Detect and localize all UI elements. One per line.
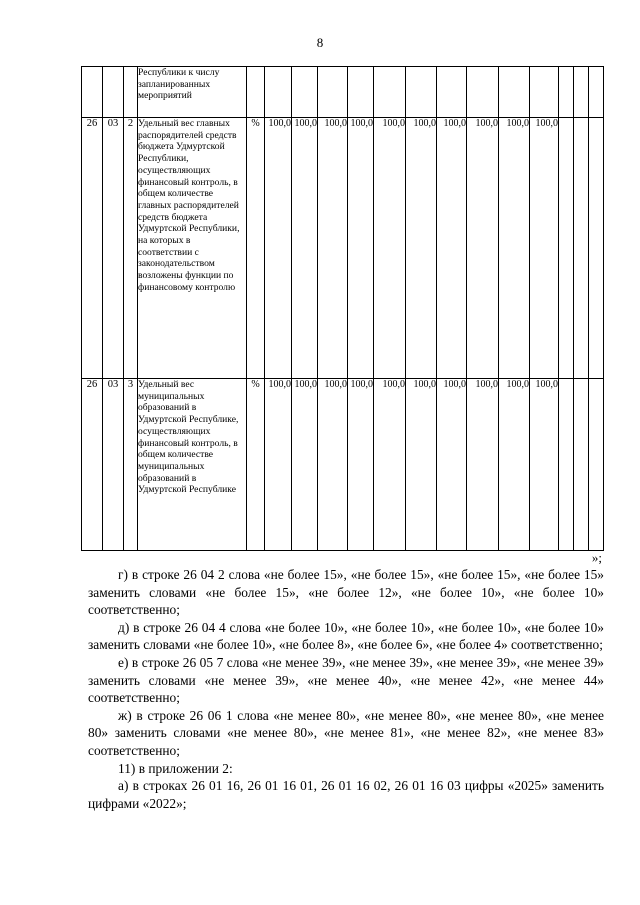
value-cell: 100,0 (318, 118, 348, 379)
page-number: 8 (316, 35, 324, 50)
paragraph: ж) в строке 26 06 1 слова «не менее 80», «не менее 80», «не менее 80», «не менее 80» заменить словами «не менее 80», «не менее 81», «не менее 82», «не менее 83» соответственно; (88, 707, 604, 758)
value-cell: 100,0 (265, 118, 292, 379)
value-cell: 100,0 (292, 118, 318, 379)
value-cell: 100,0 (348, 379, 374, 551)
value-cell: 100,0 (530, 118, 559, 379)
gp-code: 26 (82, 379, 103, 551)
value-cell: 100,0 (406, 118, 437, 379)
value-cell: 100,0 (318, 379, 348, 551)
indicator-name: Удельный вес муниципальных образований в Удмуртской Республике, осуществляющих финансовый контроль, в общем количестве муниципальных образований в Удмуртской Республике (138, 379, 247, 551)
indicator-name: Республики к числу запланированных мероприятий (138, 67, 247, 118)
paragraph: а) в строках 26 01 16, 26 01 16 01, 26 01 16 02, 26 01 16 03 цифры «2025» заменить цифрами «2022»; (88, 778, 604, 811)
indicator-number: 2 (124, 118, 138, 379)
value-cell: 100,0 (348, 118, 374, 379)
value-cell: 100,0 (437, 379, 467, 551)
value-cell: 100,0 (437, 118, 467, 379)
indicator-number: 3 (124, 379, 138, 551)
value-cell: 100,0 (374, 118, 406, 379)
value-cell: 100,0 (499, 379, 530, 551)
value-cell: 100,0 (292, 379, 318, 551)
paragraph: д) в строке 26 04 4 слова «не более 10», «не более 10», «не более 10», «не более 10» заменить словами «не более 10», «не более 8», «не более 6», «не более 4» соответственно; (88, 619, 604, 653)
value-cell: 100,0 (265, 379, 292, 551)
paragraph: г) в строке 26 04 2 слова «не более 15», «не более 15», «не более 15», «не более 15» заменить словами «не более 15», «не более 12», «не более 10», «не более 10» соответственно; (88, 567, 604, 618)
gp-code: 26 (82, 118, 103, 379)
pp-code: 03 (103, 118, 124, 379)
amendment-text (88, 566, 604, 812)
table-row (82, 379, 604, 551)
value-cell: 100,0 (499, 118, 530, 379)
paragraph: 11) в приложении 2: (118, 760, 233, 776)
paragraph: е) в строке 26 05 7 слова «не менее 39», «не менее 39», «не менее 39», «не менее 39» заменить словами «не менее 39», «не менее 40», «не менее 42», «не менее 44» соответственно; (88, 654, 604, 706)
closing-quote: »; (591, 550, 602, 565)
value-cell: 100,0 (467, 379, 499, 551)
unit: % (247, 118, 265, 379)
value-cell: 100,0 (467, 118, 499, 379)
value-cell: 100,0 (406, 379, 437, 551)
indicator-name: Удельный вес главных распорядителей средств бюджета Удмуртской Республики, осуществляющих финансовый контроль, в общем количестве главных распорядителей средств бюджета Удмуртской Республики, на которых в соответствии с законодательством возложены функции по финансовому контролю (138, 118, 247, 379)
unit: % (247, 379, 265, 551)
pp-code: 03 (103, 379, 124, 551)
table-row-continued (82, 67, 604, 118)
value-cell: 100,0 (530, 379, 559, 551)
indicators-table (81, 66, 604, 551)
value-cell: 100,0 (374, 379, 406, 551)
table-row (82, 118, 604, 379)
